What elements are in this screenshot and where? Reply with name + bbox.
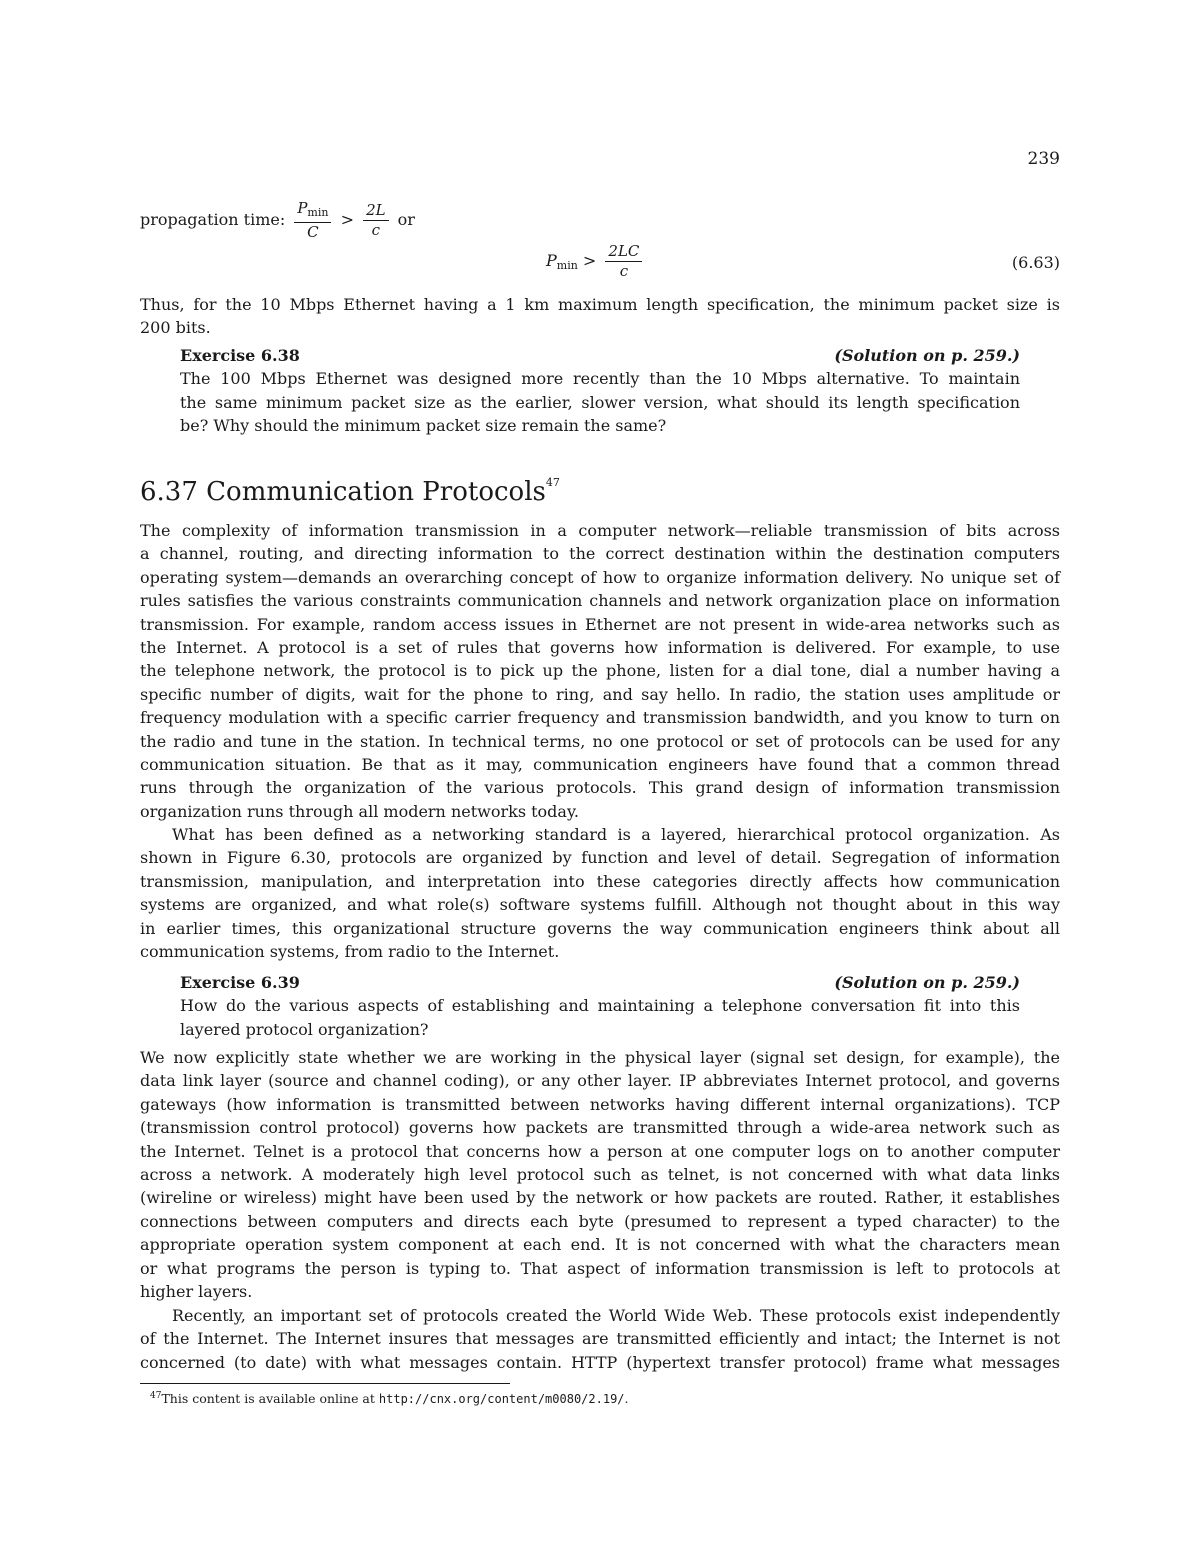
paragraph-line: runs through the organization of the various protocols. This grand design of information transmission [140, 778, 1060, 798]
paragraph-line: (wireline or wireless) might have been used by the network or how packets are routed. Rather, it establishes [140, 1188, 1060, 1208]
paragraph-line: or what programs the person is typing to. That aspect of information transmission is left to protocols at [140, 1258, 1060, 1278]
paragraph-2 [140, 823, 1060, 963]
display-equation [546, 239, 746, 288]
paragraph-line: 200 bits. [140, 318, 211, 338]
exercise-line: How do the various aspects of establishing and maintaining a telephone conversation fit into this [180, 996, 1020, 1016]
paragraph-line: data link layer (source and channel coding), or any other layer. IP abbreviates Internet protocol, and governs [140, 1071, 1060, 1091]
intro-operator: > [340, 210, 354, 229]
frac2-numerator: 2L [363, 201, 389, 221]
exercise-title: Exercise 6.38 [180, 346, 300, 365]
paragraph-line: across a network. A moderately high level protocol such as telnet, is not concerned with what data links [140, 1165, 1060, 1185]
eq-denominator: c [619, 262, 629, 280]
section-footnote-mark[interactable]: 47 [545, 476, 560, 489]
paragraph-line: transmission. For example, random access issues in Ethernet are not present in wide-area networks such as [140, 614, 1060, 634]
eq-numerator: 2LC [605, 242, 642, 262]
frac1-denominator: C [307, 223, 319, 241]
fraction-pmin-over-c [294, 199, 331, 242]
paragraph-line: the telephone network, the protocol is to pick up the phone, listen for a dial tone, dial a number having a [140, 661, 1060, 681]
propagation-intro [140, 198, 1060, 242]
paragraph-line: transmission, manipulation, and interpretation into these categories directly affects how communication [140, 871, 1060, 891]
paragraph-line: specific number of digits, wait for the phone to ring, and say hello. In radio, the station uses amplitude or [140, 684, 1060, 704]
paragraph-line: the Internet. Telnet is a protocol that concerns how a person at one computer logs on to another computer [140, 1141, 1060, 1161]
footnote [150, 1391, 629, 1406]
paragraph-line: higher layers. [140, 1282, 253, 1302]
paragraph-line: shown in Figure 6.30, protocols are organized by function and level of detail. Segregation of information [140, 848, 1060, 868]
paragraph-1 [140, 519, 1060, 823]
paragraph-line: Recently, an important set of protocols created the World Wide Web. These protocols exist independently [172, 1306, 1060, 1325]
footnote-text: This content is available online at [161, 1391, 379, 1407]
eq-fraction [605, 242, 642, 281]
exercise-6-38 [180, 344, 1020, 438]
paragraph-line: in earlier times, this organizational structure governs the way communication engineers think about all [140, 918, 1060, 938]
footnote-divider [140, 1383, 510, 1384]
paragraph-3 [140, 1046, 1060, 1303]
page-number: 239 [1027, 149, 1060, 169]
paragraph-line: We now explicitly state whether we are working in the physical layer (signal set design, for example), the [140, 1048, 1060, 1067]
paragraph-line: rules satisfies the various constraints communication channels and network organization place on information [140, 591, 1060, 611]
eq-operator: > [582, 251, 597, 270]
solution-link[interactable]: (Solution on p. 259.) [834, 973, 1020, 992]
paragraph-4 [140, 1304, 1060, 1374]
paragraph-line: the radio and tune in the station. In technical terms, no one protocol or set of protocols can be used for any [140, 731, 1060, 751]
paragraph-line: Thus, for the 10 Mbps Ethernet having a 1 km maximum length specification, the minimum packet size is [140, 295, 1060, 314]
intro-label: propagation time: [140, 210, 286, 229]
paragraph-line: concerned (to date) with what messages contain. HTTP (hypertext transfer protocol) frame what messages [140, 1352, 1060, 1372]
paragraph-line: What has been defined as a networking standard is a layered, hierarchical protocol organization. As [172, 825, 1060, 844]
section-heading [140, 476, 560, 507]
paragraph-line: frequency modulation with a specific carrier frequency and transmission bandwidth, and you know to turn on [140, 708, 1060, 728]
solution-link[interactable]: (Solution on p. 259.) [834, 346, 1020, 365]
paragraph-line: of the Internet. The Internet insures that messages are transmitted efficiently and intact; the Internet is not [140, 1329, 1060, 1349]
paragraph-line: operating system—demands an overarching concept of how to organize information delivery. No unique set of [140, 567, 1060, 587]
paragraph-line: communication situation. Be that as it may, communication engineers have found that a common thread [140, 755, 1060, 775]
frac1-subscript: min [307, 206, 329, 219]
paragraph-line: organization runs through all modern networks today. [140, 801, 579, 821]
paragraph-line: systems are organized, and what role(s) software systems fulfill. Although not thought about in this way [140, 895, 1060, 915]
exercise-line: be? Why should the minimum packet size remain the same? [180, 416, 667, 436]
eq-lhs-var: P [546, 251, 557, 270]
paragraph-line: (transmission control protocol) governs how packets are transmitted through a wide-area network such as [140, 1118, 1060, 1138]
paragraph-line: appropriate operation system component at each end. It is not concerned with what the characters mean [140, 1235, 1060, 1255]
paragraph-line: a channel, routing, and directing information to the correct destination within the destination computers [140, 544, 1060, 564]
section-title: 6.37 Communication Protocols [140, 477, 546, 507]
paragraph-line: connections between computers and directs each byte (presumed to represent a typed character) to the [140, 1211, 1060, 1231]
footnote-url-link[interactable]: http://cnx.org/content/m0080/2.19/ [378, 1392, 625, 1407]
exercise-6-39 [180, 971, 1020, 1041]
intro-connector: or [397, 210, 415, 229]
equation-label: (6.63) [1011, 253, 1060, 272]
thus-paragraph [140, 293, 1060, 340]
exercise-title: Exercise 6.39 [180, 973, 300, 992]
footnote-mark: 47 [150, 1391, 162, 1401]
frac2-denominator: c [371, 221, 381, 239]
footnote-trail: . [624, 1391, 629, 1407]
paragraph-line: the Internet. A protocol is a set of rules that governs how information is delivered. For example, to use [140, 638, 1060, 658]
paragraph-line: communication systems, from radio to the Internet. [140, 942, 560, 962]
eq-lhs-sub: min [556, 259, 578, 272]
fraction-2l-over-c [363, 201, 389, 240]
exercise-line: The 100 Mbps Ethernet was designed more recently than the 10 Mbps alternative. To maintain [180, 369, 1020, 389]
exercise-line: layered protocol organization? [180, 1019, 429, 1039]
exercise-line: the same minimum packet size as the earlier, slower version, what should its length specification [180, 392, 1020, 412]
paragraph-line: gateways (how information is transmitted between networks having different internal organizations). TCP [140, 1094, 1060, 1114]
frac1-numerator: P [297, 199, 308, 217]
paragraph-line: The complexity of information transmission in a computer network—reliable transmission of bits across [140, 521, 1060, 540]
